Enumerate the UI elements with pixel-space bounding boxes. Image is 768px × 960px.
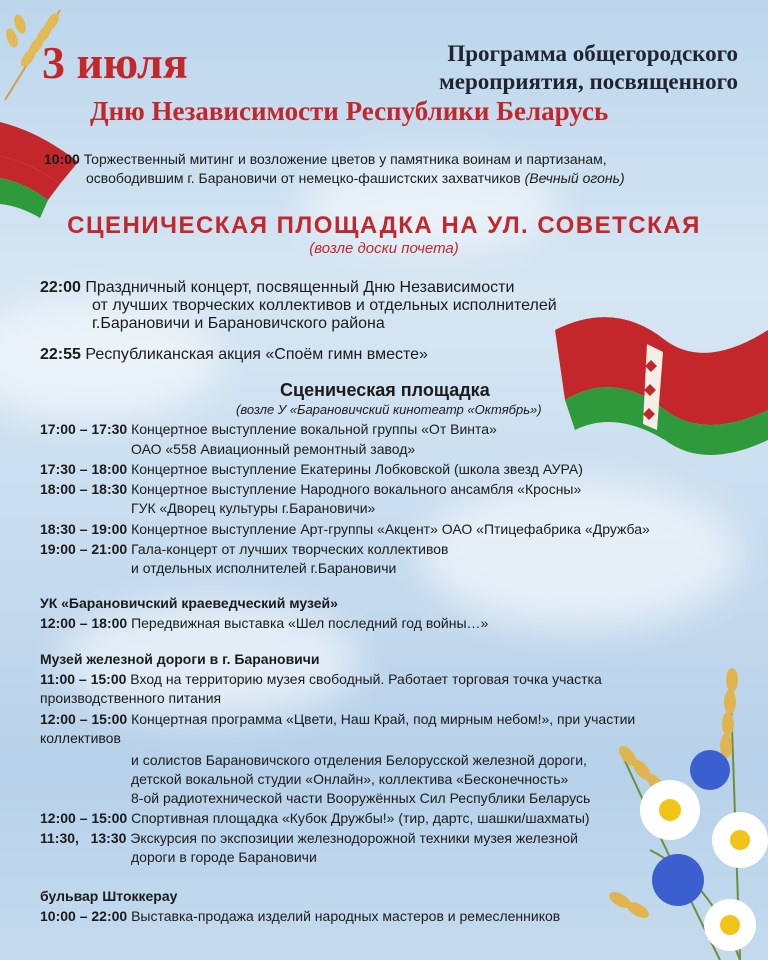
time: 12:00 – 18:00 [40,615,128,631]
time: 22:55 [40,346,81,363]
belarus-flag-left [0,122,80,222]
section-subtitle-oktyabr: (возле У «Барановичский кинотеатр «Октябрь») [236,402,542,417]
belarus-flag-right [555,300,768,470]
time: 22:00 [40,279,81,296]
event-text: Концертная программа «Цвети, Наш Край, под мирным небом!», при участии [131,711,636,727]
event-text: детской вокальной студии «Онлайн», коллектива «Бесконечность» [131,771,569,787]
event-text: Выставка-продажа изделий народных мастеров и ремесленников [131,908,561,924]
event-text: и солистов Барановичского отделения Белорусской железной дороги, [131,752,587,768]
schedule-row [40,420,497,439]
schedule-row [40,907,560,926]
schedule-row [40,480,581,499]
event-text: Концертное выступление Арт-группы «Акцент» ОАО «Птицефабрика «Дружба» [131,521,650,537]
event-text: коллективов [40,730,121,746]
schedule-row [40,829,578,848]
schedule-row [40,540,448,559]
event-text: Концертное выступление Екатерины Лобковской (школа звезд АУРА) [131,461,583,477]
time: 10:00 [44,151,80,167]
program-subtitle: Дню Независимости Республики Беларусь [90,96,609,126]
section-subtitle-sovetskaya: (возле доски почета) [309,240,459,257]
time: 17:00 – 17:30 [40,421,128,437]
event-text: ГУК «Дворец культуры г.Барановичи» [131,500,376,516]
event-text: ОАО «558 Авиационный ремонтный завод» [131,441,416,457]
event-text: Гала-концерт от лучших творческих коллективов [131,541,449,557]
time: 11:30, 13:30 [40,830,127,846]
event-text: Торжественный митинг и возложение цветов у памятника воинам и партизанам, [83,151,607,167]
flowers-bouquet-icon [590,660,768,960]
cloud [420,480,740,630]
schedule-row [40,670,602,689]
event-text: дороги в городе Барановичи [131,849,317,865]
event-text: 8-ой радиотехнической части Вооружённых Сил Республики Беларусь [131,790,591,806]
event-text: Вход на территорию музея свободный. Работает торговая точка участка [130,671,602,687]
event-text: производственного питания [40,690,222,706]
schedule-row [40,520,650,539]
event-text: г.Барановичи и Барановичского района [92,315,385,332]
event-place: (Вечный огонь) [524,170,625,186]
time: 19:00 – 21:00 [40,541,128,557]
schedule-row [40,345,428,365]
section-title-museum: УК «Барановичский краеведческий музей» [40,595,338,611]
event-text: Концертное выступление вокальной группы «От Винта» [131,421,497,437]
event-text: Экскурсия по экспозиции железнодорожной техники музея железной [130,830,578,846]
time: 12:00 – 15:00 [40,711,128,727]
schedule-row-cont [86,169,625,188]
program-title-line: мероприятия, посвященного [439,69,738,94]
section-title-boulevard: бульвар Штоккерау [40,888,178,904]
time: 12:00 – 15:00 [40,810,128,826]
program-title-line: Программа общегородского [447,41,738,66]
schedule-row [40,710,635,729]
schedule-row [40,278,514,298]
event-text: Республиканская акция «Споём гимн вместе» [85,346,428,363]
schedule-row [40,809,590,828]
program-title [318,40,738,96]
time: 17:30 – 18:00 [40,461,128,477]
schedule-row [44,150,607,169]
time: 11:00 – 15:00 [40,671,127,687]
schedule-row [40,460,583,479]
time: 18:30 – 19:00 [40,521,128,537]
event-text: Концертное выступление Народного вокального ансамбля «Кросны» [131,481,582,497]
time: 18:00 – 18:30 [40,481,128,497]
event-text: освободившим г. Барановичи от немецко-фашистских захватчиков [86,170,521,186]
event-text: и отдельных исполнителей г.Барановичи [131,560,397,576]
event-date: 3 июля [42,37,188,88]
event-text: Праздничный концерт, посвященный Дню Независимости [85,279,515,296]
section-title-railway: Музей железной дороги в г. Барановичи [40,651,320,667]
schedule-row [40,614,488,633]
event-text: от лучших творческих коллективов и отдельных исполнителей [92,297,557,314]
event-text: Спортивная площадка «Кубок Дружбы!» (тир, дартс, шашки/шахматы) [131,810,590,826]
event-text: Передвижная выставка «Шел последний год войны…» [131,615,489,631]
section-title-oktyabr: Сценическая площадка [280,380,490,400]
time: 10:00 – 22:00 [40,908,128,924]
section-title-sovetskaya: СЦЕНИЧЕСКАЯ ПЛОЩАДКА НА УЛ. СОВЕТСКАЯ [67,212,701,239]
